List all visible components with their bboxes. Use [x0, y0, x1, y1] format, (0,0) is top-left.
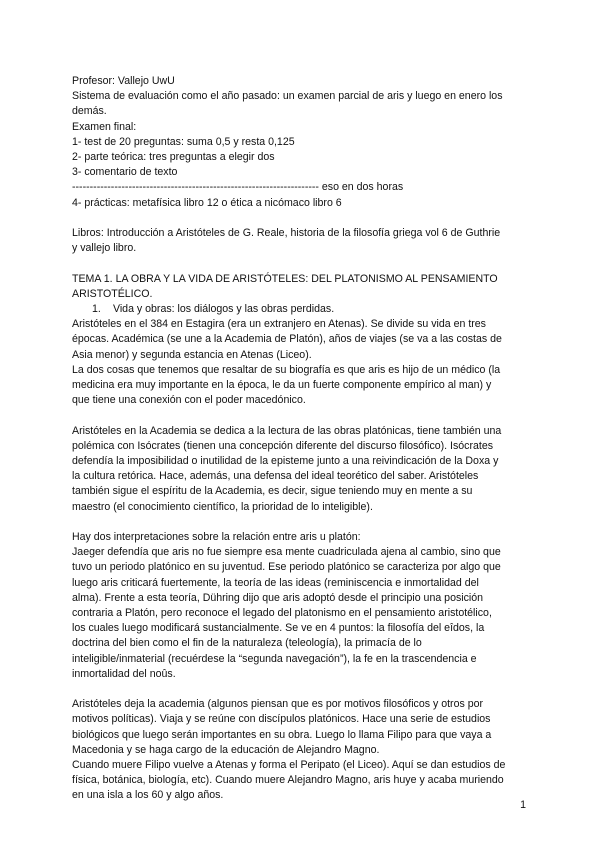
paragraph-academy: [72, 424, 534, 515]
text-line: Macedonia y se haga cargo de la educación de Alejandro Magno.: [72, 743, 380, 756]
text-line: medicina era muy importante en la época, le da un fuerte componente empírico al man) y: [72, 379, 492, 392]
text-line: que tiene una conexión con el poder macedónico.: [72, 394, 306, 407]
text-line: los cuales luego modificará sustancialmente. Se ve en 4 puntos: la filosofía del eîdos, la: [72, 622, 485, 635]
text-line: Aristóteles deja la academia (algunos piensan que es por motivos filosóficos y otros por: [72, 698, 484, 711]
topic-title: TEMA 1. LA OBRA Y LA VIDA DE ARISTÓTELES: DEL PLATONISMO AL PENSAMIENTO: [72, 272, 498, 285]
professor-line: Profesor: Vallejo UwU: [72, 75, 175, 87]
exam-duration-line: ---------------------------------------------------------------------- eso en dos horas: [72, 181, 404, 194]
books-line: Libros: Introducción a Aristóteles de G. Reale, historia de la filosofía griega vol 6 de Guthrie: [72, 227, 501, 240]
text-line: épocas. Académica (se une a la Academia de Platón), años de viajes (se va a las costas de: [72, 333, 502, 346]
books-line: y vallejo libro.: [72, 242, 137, 255]
topic-heading: [72, 272, 534, 318]
text-line: también sigue el espíritu de la Academia, es decir, sigue teniendo muy en mente a su: [72, 485, 473, 498]
list-number: 1.: [92, 303, 101, 316]
text-line: alma). Frente a esta teoría, Dühring dijo que aris adoptó desde el principio una posición: [72, 591, 484, 604]
text-line: física, botánica, biología, etc). Cuando muere Alejandro Magno, aris huye y acaba muriendo: [72, 774, 504, 787]
topic-title-cont: ARISTOTÉLICO.: [72, 287, 153, 300]
paragraph-leaves-academy: [72, 697, 534, 803]
text-line: La dos cosas que tenemos que resaltar de su biografía es que aris es hijo de un médico (la: [72, 363, 501, 376]
text-line: inteligible/inmaterial (recuérdese la “segunda navegación”), la fe en la trascendencia e: [72, 652, 477, 665]
text-line: defendía la imposibilidad o inutilidad de la episteme junto a una reivindicación de la Doxa y: [72, 455, 499, 468]
text-line: Aristóteles en la Academia se dedica a la lectura de las obras platónicas, tiene también una: [72, 424, 502, 437]
exam-part-1: 1- test de 20 preguntas: suma 0,5 y resta 0,125: [72, 135, 295, 148]
list-item-text: Vida y obras: los diálogos y las obras perdidas.: [112, 303, 335, 316]
text-line: inmortalidad del noûs.: [72, 667, 176, 680]
exam-part-2: 2- parte teórica: tres preguntas a elegir dos: [72, 151, 275, 164]
document-body: [72, 74, 534, 804]
exam-part-3: 3- comentario de texto: [72, 166, 178, 179]
text-line: motivos políticas). Viaja y se reúne con discípulos platónicos. Hace una serie de estudios: [72, 713, 491, 726]
text-line: Cuando muere Filipo vuelve a Atenas y forma el Peripato (el Liceo). Aquí se dan estudios de: [72, 759, 506, 772]
text-line: biológicos que luego serán importantes en su obra. Luego lo llama Filipo para que vaya a: [72, 728, 492, 741]
text-line: contraria a Platón, pero reconoce el legado del platonismo en el pensamiento aristotélico,: [72, 607, 492, 620]
paragraph-interpretations: [72, 530, 534, 682]
text-line: Hay dos interpretaciones sobre la relación entre aris u platón:: [72, 531, 361, 544]
evaluation-line: Sistema de evaluación como el año pasado: un examen parcial de aris y luego en enero los: [72, 90, 503, 103]
books-paragraph: [72, 226, 534, 256]
page-number: 1: [520, 799, 526, 811]
text-line: tuvo un periodo platónico en su juventud. Ese periodo platónico se caracteriza por algo que: [72, 561, 501, 574]
text-line: polémica con Isócrates (tienen una concepción diferente del discurso filosófico). Isócrates: [72, 439, 494, 452]
text-line: la cultura retórica. Hace, además, una defensa del ideal teorético del saber. Aristóteles: [72, 470, 479, 483]
text-line: doctrina del bien como el fin de la naturaleza (teleología), la primacía de lo: [72, 637, 422, 650]
final-exam-heading: Examen final:: [72, 120, 137, 133]
text-line: Asia menor) y segunda estancia en Atenas (Liceo).: [72, 348, 312, 361]
paragraph-biography: [72, 317, 534, 408]
exam-part-4: 4- prácticas: metafísica libro 12 o ética a nicómaco libro 6: [72, 196, 342, 209]
list-item: [72, 302, 534, 317]
text-line: maestro (el conocimiento científico, la prioridad de lo inteligible).: [72, 500, 373, 513]
text-line: Jaeger defendía que aris no fue siempre esa mente cuadriculada ajena al cambio, sino que: [72, 546, 501, 559]
text-line: Aristóteles en el 384 en Estagira (era un extranjero en Atenas). Se divide su vida en tres: [72, 318, 486, 331]
text-line: luego aris criticará fuertemente, la teoría de las ideas (reminiscencia e inmortalidad del: [72, 576, 479, 589]
evaluation-line-cont: demás.: [72, 105, 107, 118]
text-line: en una isla a los 60 y algo años.: [72, 789, 224, 802]
course-info: [72, 74, 534, 211]
